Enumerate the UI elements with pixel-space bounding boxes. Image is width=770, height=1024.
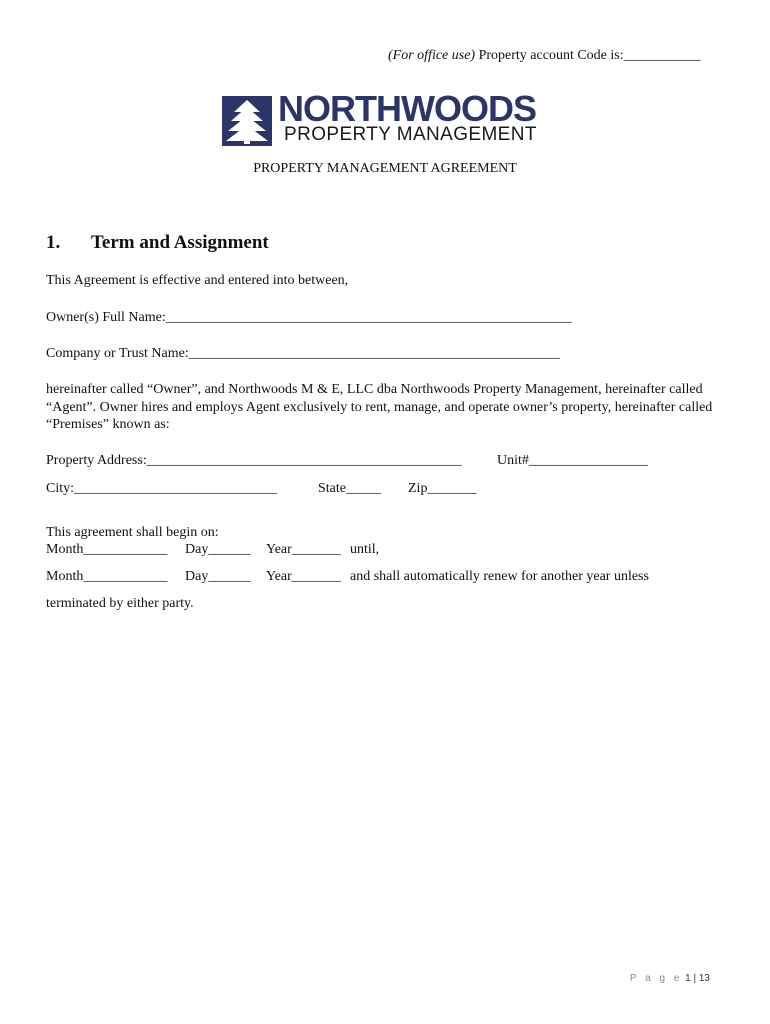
until-label: until, <box>350 542 380 557</box>
page-label: P a g e <box>629 973 683 984</box>
city-field[interactable]: City:_____________________________ <box>46 481 278 496</box>
page-number: 1 <box>685 973 691 984</box>
office-use-label: (For office use) <box>388 48 476 63</box>
start-year-field[interactable]: Year_______ <box>266 542 341 557</box>
tree-logo-icon <box>222 96 272 146</box>
end-month-field[interactable]: Month____________ <box>46 569 168 584</box>
intro-text: This Agreement is effective and entered into between, <box>46 273 349 288</box>
owner-full-name-field[interactable]: Owner(s) Full Name:__________________________________________________________ <box>46 310 572 325</box>
page-footer <box>630 973 710 984</box>
termination-text: terminated by either party. <box>46 596 194 611</box>
begin-label: This agreement shall begin on: <box>46 525 219 540</box>
page-separator: | <box>693 973 697 984</box>
state-field[interactable]: State_____ <box>318 481 381 496</box>
company-logo <box>222 88 547 146</box>
logo-wordmark-primary: NORTHWOODS <box>278 88 536 129</box>
document-title: PROPERTY MANAGEMENT AGREEMENT <box>253 161 517 176</box>
renewal-text: and shall automatically renew for another year unless <box>350 569 649 584</box>
end-day-field[interactable]: Day______ <box>185 569 251 584</box>
zip-field[interactable]: Zip_______ <box>408 481 477 496</box>
company-trust-name-field[interactable]: Company or Trust Name:_____________________________________________________ <box>46 346 560 361</box>
section-title: Term and Assignment <box>91 232 269 253</box>
property-address-field[interactable]: Property Address:_____________________________________________ <box>46 453 462 468</box>
start-month-field[interactable]: Month____________ <box>46 542 168 557</box>
end-year-field[interactable]: Year_______ <box>266 569 341 584</box>
agreement-paragraph: hereinafter called “Owner”, and Northwoods M & E, LLC dba Northwoods Property Management, hereinafter called “Agent”. Owner hires and employs Agent exclusively to rent, manage, and operate owner’s property, hereinafter called “Premises” known as: <box>46 382 713 432</box>
logo-wordmark-secondary: PROPERTY MANAGEMENT <box>284 124 537 145</box>
section-number: 1. <box>46 232 61 253</box>
total-pages: 13 <box>698 973 710 984</box>
office-use-code <box>388 48 701 64</box>
office-use-field: Property account Code is:___________ <box>475 48 701 63</box>
unit-field[interactable]: Unit#_________________ <box>497 453 648 468</box>
start-day-field[interactable]: Day______ <box>185 542 251 557</box>
